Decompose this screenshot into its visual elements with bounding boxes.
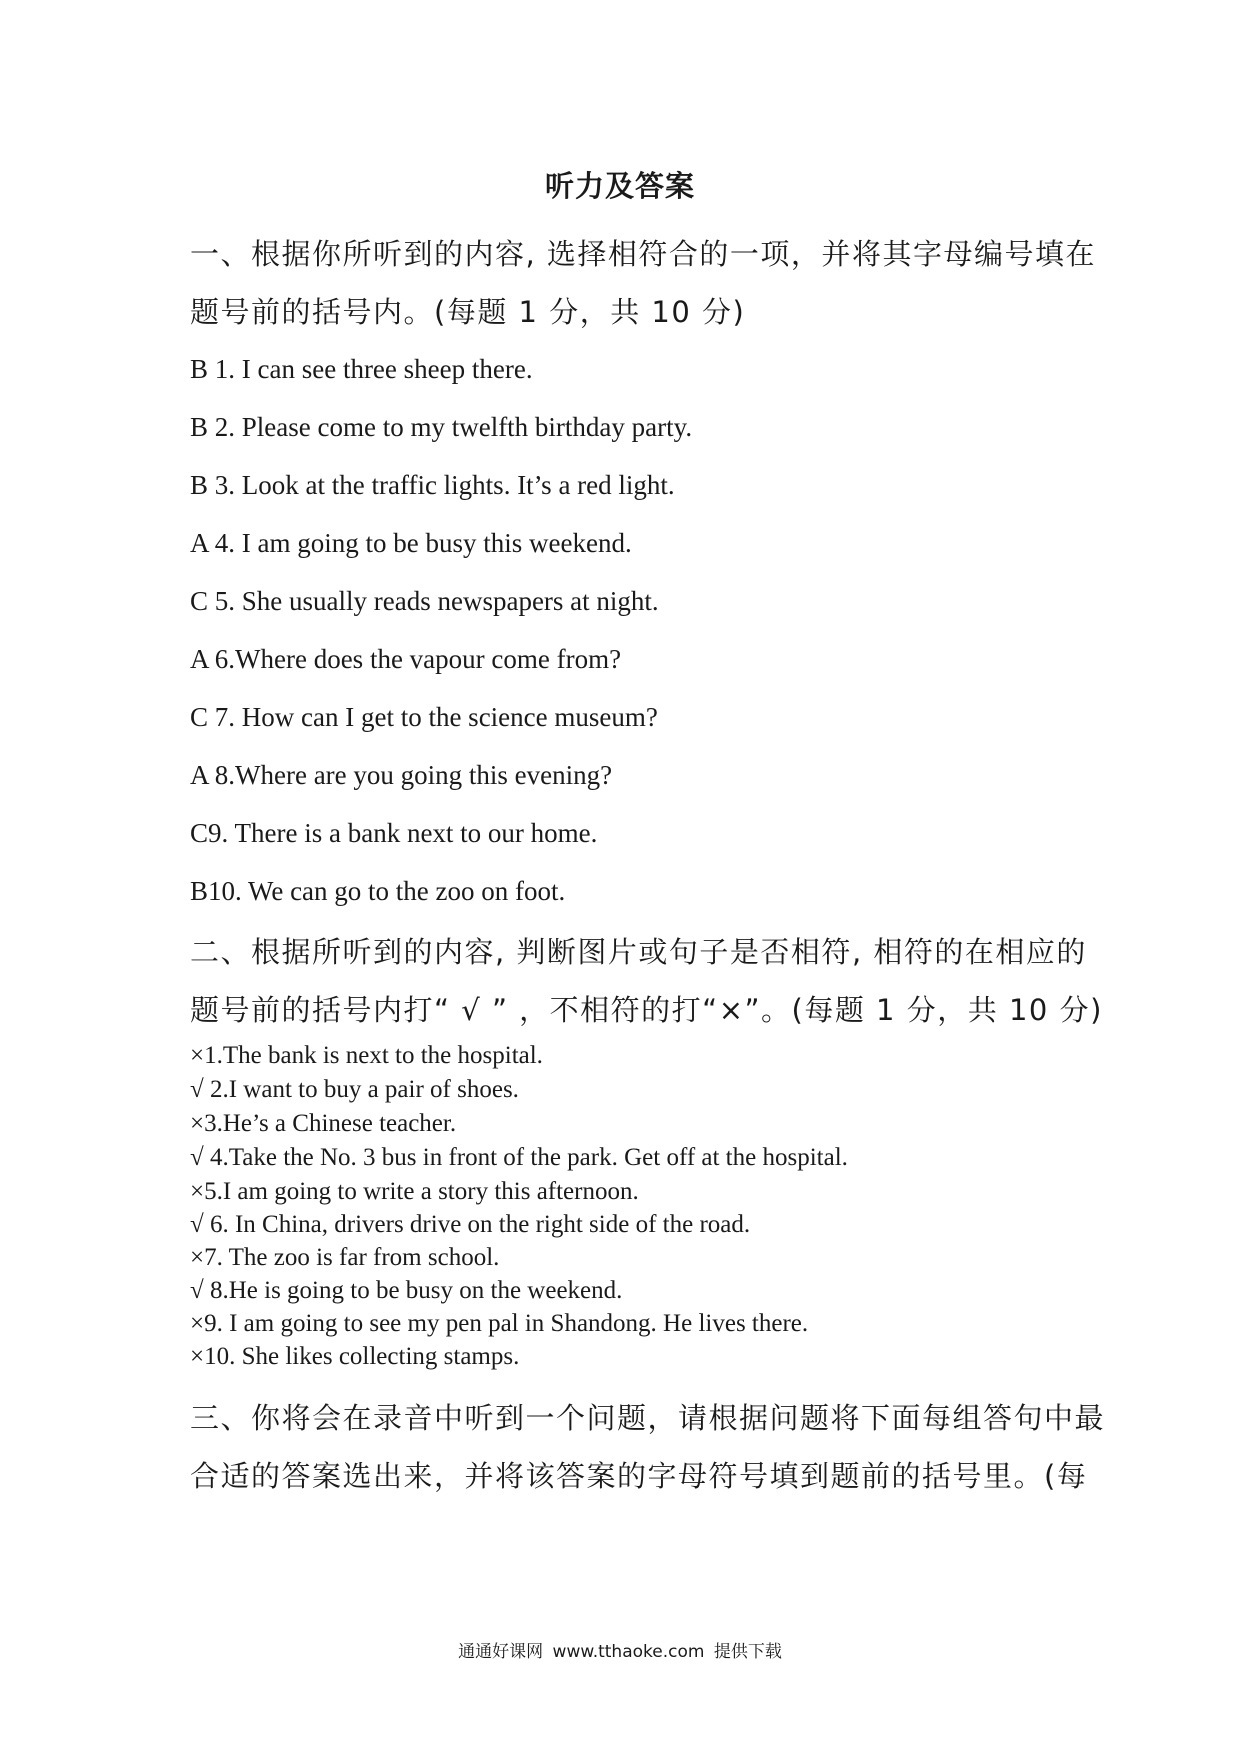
section1-instruction-line1: 一、根据你所听到的内容, 选择相符合的一项，并将其字母编号填在: [190, 237, 1096, 271]
section2-item-1: ×1.The bank is next to the hospital.: [190, 1042, 543, 1069]
section2-item-4: √ 4.Take the No. 3 bus in front of the park. Get off at the hospital.: [190, 1144, 848, 1171]
section1-item-2: B 2. Please come to my twelfth birthday party.: [190, 412, 693, 442]
section2-item-10: ×10. She likes collecting stamps.: [190, 1343, 520, 1370]
section1-item-9: C9. There is a bank next to our home.: [190, 818, 598, 848]
section1-item-1: B 1. I can see three sheep there.: [190, 354, 533, 384]
section2-instruction-line1: 二、根据所听到的内容, 判断图片或句子是否相符, 相符的在相应的: [190, 935, 1087, 969]
section2-item-7: ×7. The zoo is far from school.: [190, 1244, 500, 1271]
section3-instruction-line1: 三、你将会在录音中听到一个问题，请根据问题将下面每组答句中最: [190, 1401, 1106, 1435]
section2-item-5: ×5.I am going to write a story this afternoon.: [190, 1178, 639, 1205]
section1-item-10: B10. We can go to the zoo on foot.: [190, 876, 566, 906]
section1-item-6: A 6.Where does the vapour come from?: [190, 644, 622, 674]
section1-item-8: A 8.Where are you going this evening?: [190, 760, 613, 790]
section1-item-4: A 4. I am going to be busy this weekend.: [190, 528, 632, 558]
page-footer: 通通好课网 www.tthaoke.com 提供下载: [458, 1642, 782, 1662]
section1-instruction-line2: 题号前的括号内。(每题 1 分，共 10 分): [190, 295, 746, 329]
page-title: 听力及答案: [544, 169, 695, 203]
section2-item-3: ×3.He’s a Chinese teacher.: [190, 1110, 457, 1137]
section2-item-6: √ 6. In China, drivers drive on the right side of the road.: [190, 1211, 751, 1238]
section2-item-2: √ 2.I want to buy a pair of shoes.: [190, 1076, 519, 1103]
section2-item-8: √ 8.He is going to be busy on the weekend.: [190, 1277, 623, 1304]
section3-instruction-line2: 合适的答案选出来，并将该答案的字母符号填到题前的括号里。(每: [190, 1459, 1088, 1493]
section2-instruction-line2: 题号前的括号内打“ √ ” ，不相符的打“×”。(每题 1 分，共 10 分): [190, 993, 1103, 1027]
section1-item-3: B 3. Look at the traffic lights. It’s a red light.: [190, 470, 675, 500]
section1-item-7: C 7. How can I get to the science museum?: [190, 702, 658, 732]
section1-item-5: C 5. She usually reads newspapers at night.: [190, 586, 659, 616]
section2-item-9: ×9. I am going to see my pen pal in Shandong. He lives there.: [190, 1310, 809, 1337]
